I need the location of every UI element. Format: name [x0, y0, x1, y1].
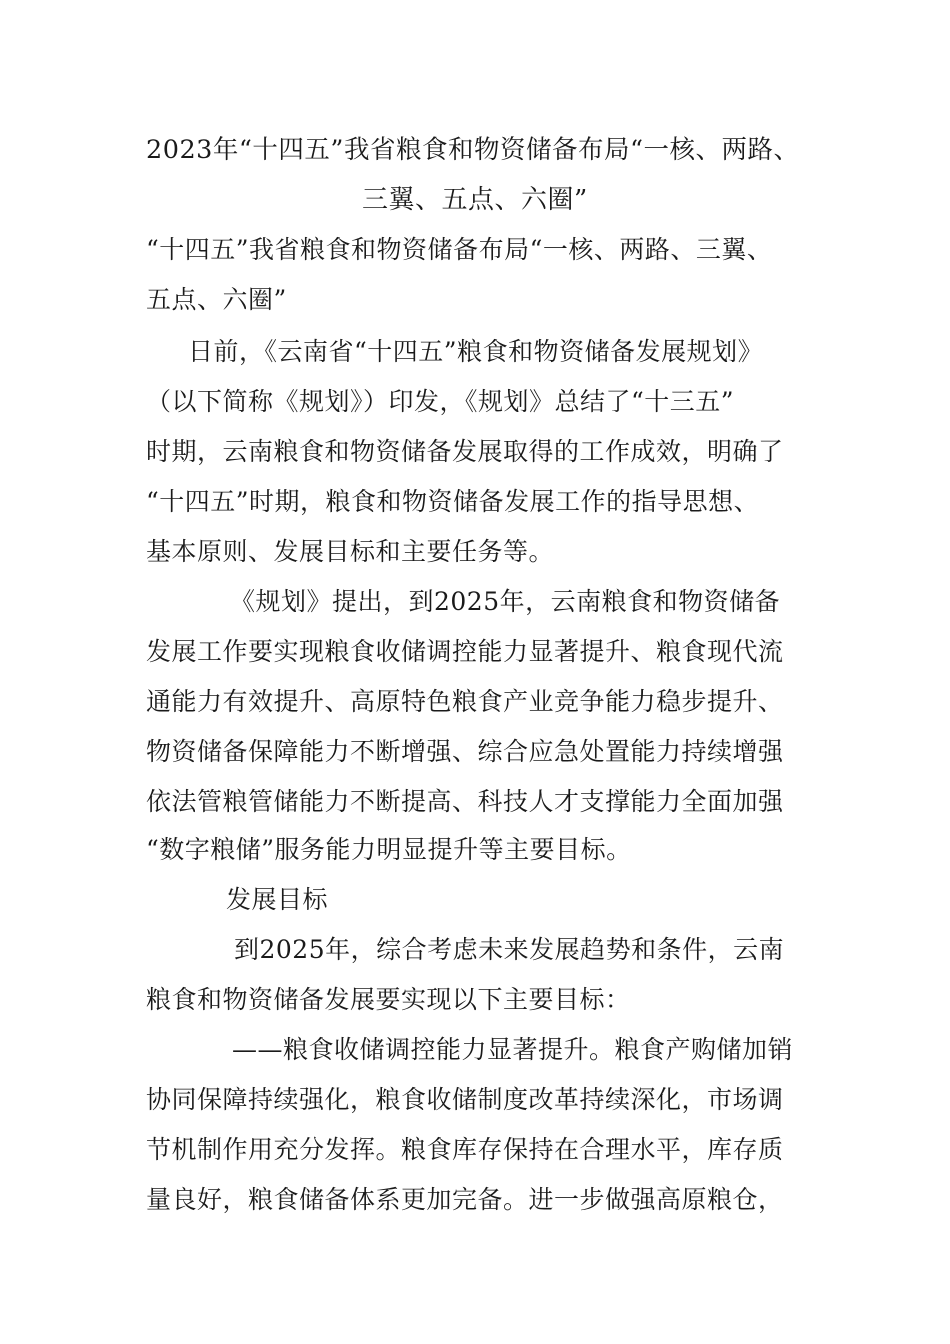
- body-line: 发展工作要实现粮食收储调控能力显著提升、粮食现代流: [146, 637, 784, 666]
- body-line: “十四五”时期，粮食和物资储备发展工作的指导思想、: [146, 487, 760, 516]
- body-line: 通能力有效提升、高原特色粮食产业竞争能力稳步提升、: [146, 687, 784, 716]
- body-line: 到2025年，综合考虑未来发展趋势和条件，云南: [234, 935, 785, 964]
- body-line: 依法管粮管储能力不断提高、科技人才支撑能力全面加强: [146, 787, 784, 816]
- body-line: 量良好，粮食储备体系更加完备。进一步做强高原粮仓，: [146, 1185, 784, 1214]
- body-line: 基本原则、发展目标和主要任务等。: [146, 537, 555, 566]
- body-line: 日前，《云南省“十四五”粮食和物资储备发展规划》: [188, 337, 764, 366]
- document-title-line-2: 三翼、五点、六圈”: [362, 185, 588, 215]
- body-line: 协同保障持续强化，粮食收储制度改革持续深化，市场调: [146, 1085, 784, 1114]
- body-line: 时期，云南粮食和物资储备发展取得的工作成效，明确了: [146, 437, 784, 466]
- body-line: 粮食和物资储备发展要实现以下主要目标：: [146, 985, 631, 1014]
- body-line: ——粮食收储调控能力显著提升。粮食产购储加销: [232, 1035, 794, 1064]
- body-line: 物资储备保障能力不断增强、综合应急处置能力持续增强: [146, 737, 784, 766]
- section-heading: 发展目标: [226, 885, 329, 914]
- body-line: 《规划》提出，到2025年，云南粮食和物资储备: [230, 587, 781, 616]
- body-line: “数字粮储”服务能力明显提升等主要目标。: [146, 835, 632, 864]
- body-line: （以下简称《规划》）印发，《规划》总结了“十三五”: [146, 387, 735, 416]
- body-line: 节机制作用充分发挥。粮食库存保持在合理水平，库存质: [146, 1135, 784, 1164]
- body-line: “十四五”我省粮食和物资储备布局“一核、两路、三翼、: [146, 235, 773, 264]
- body-line: 五点、六圈”: [146, 285, 287, 314]
- document-title-line-1: 2023年“十四五”我省粮食和物资储备布局“一核、两路、: [146, 135, 800, 165]
